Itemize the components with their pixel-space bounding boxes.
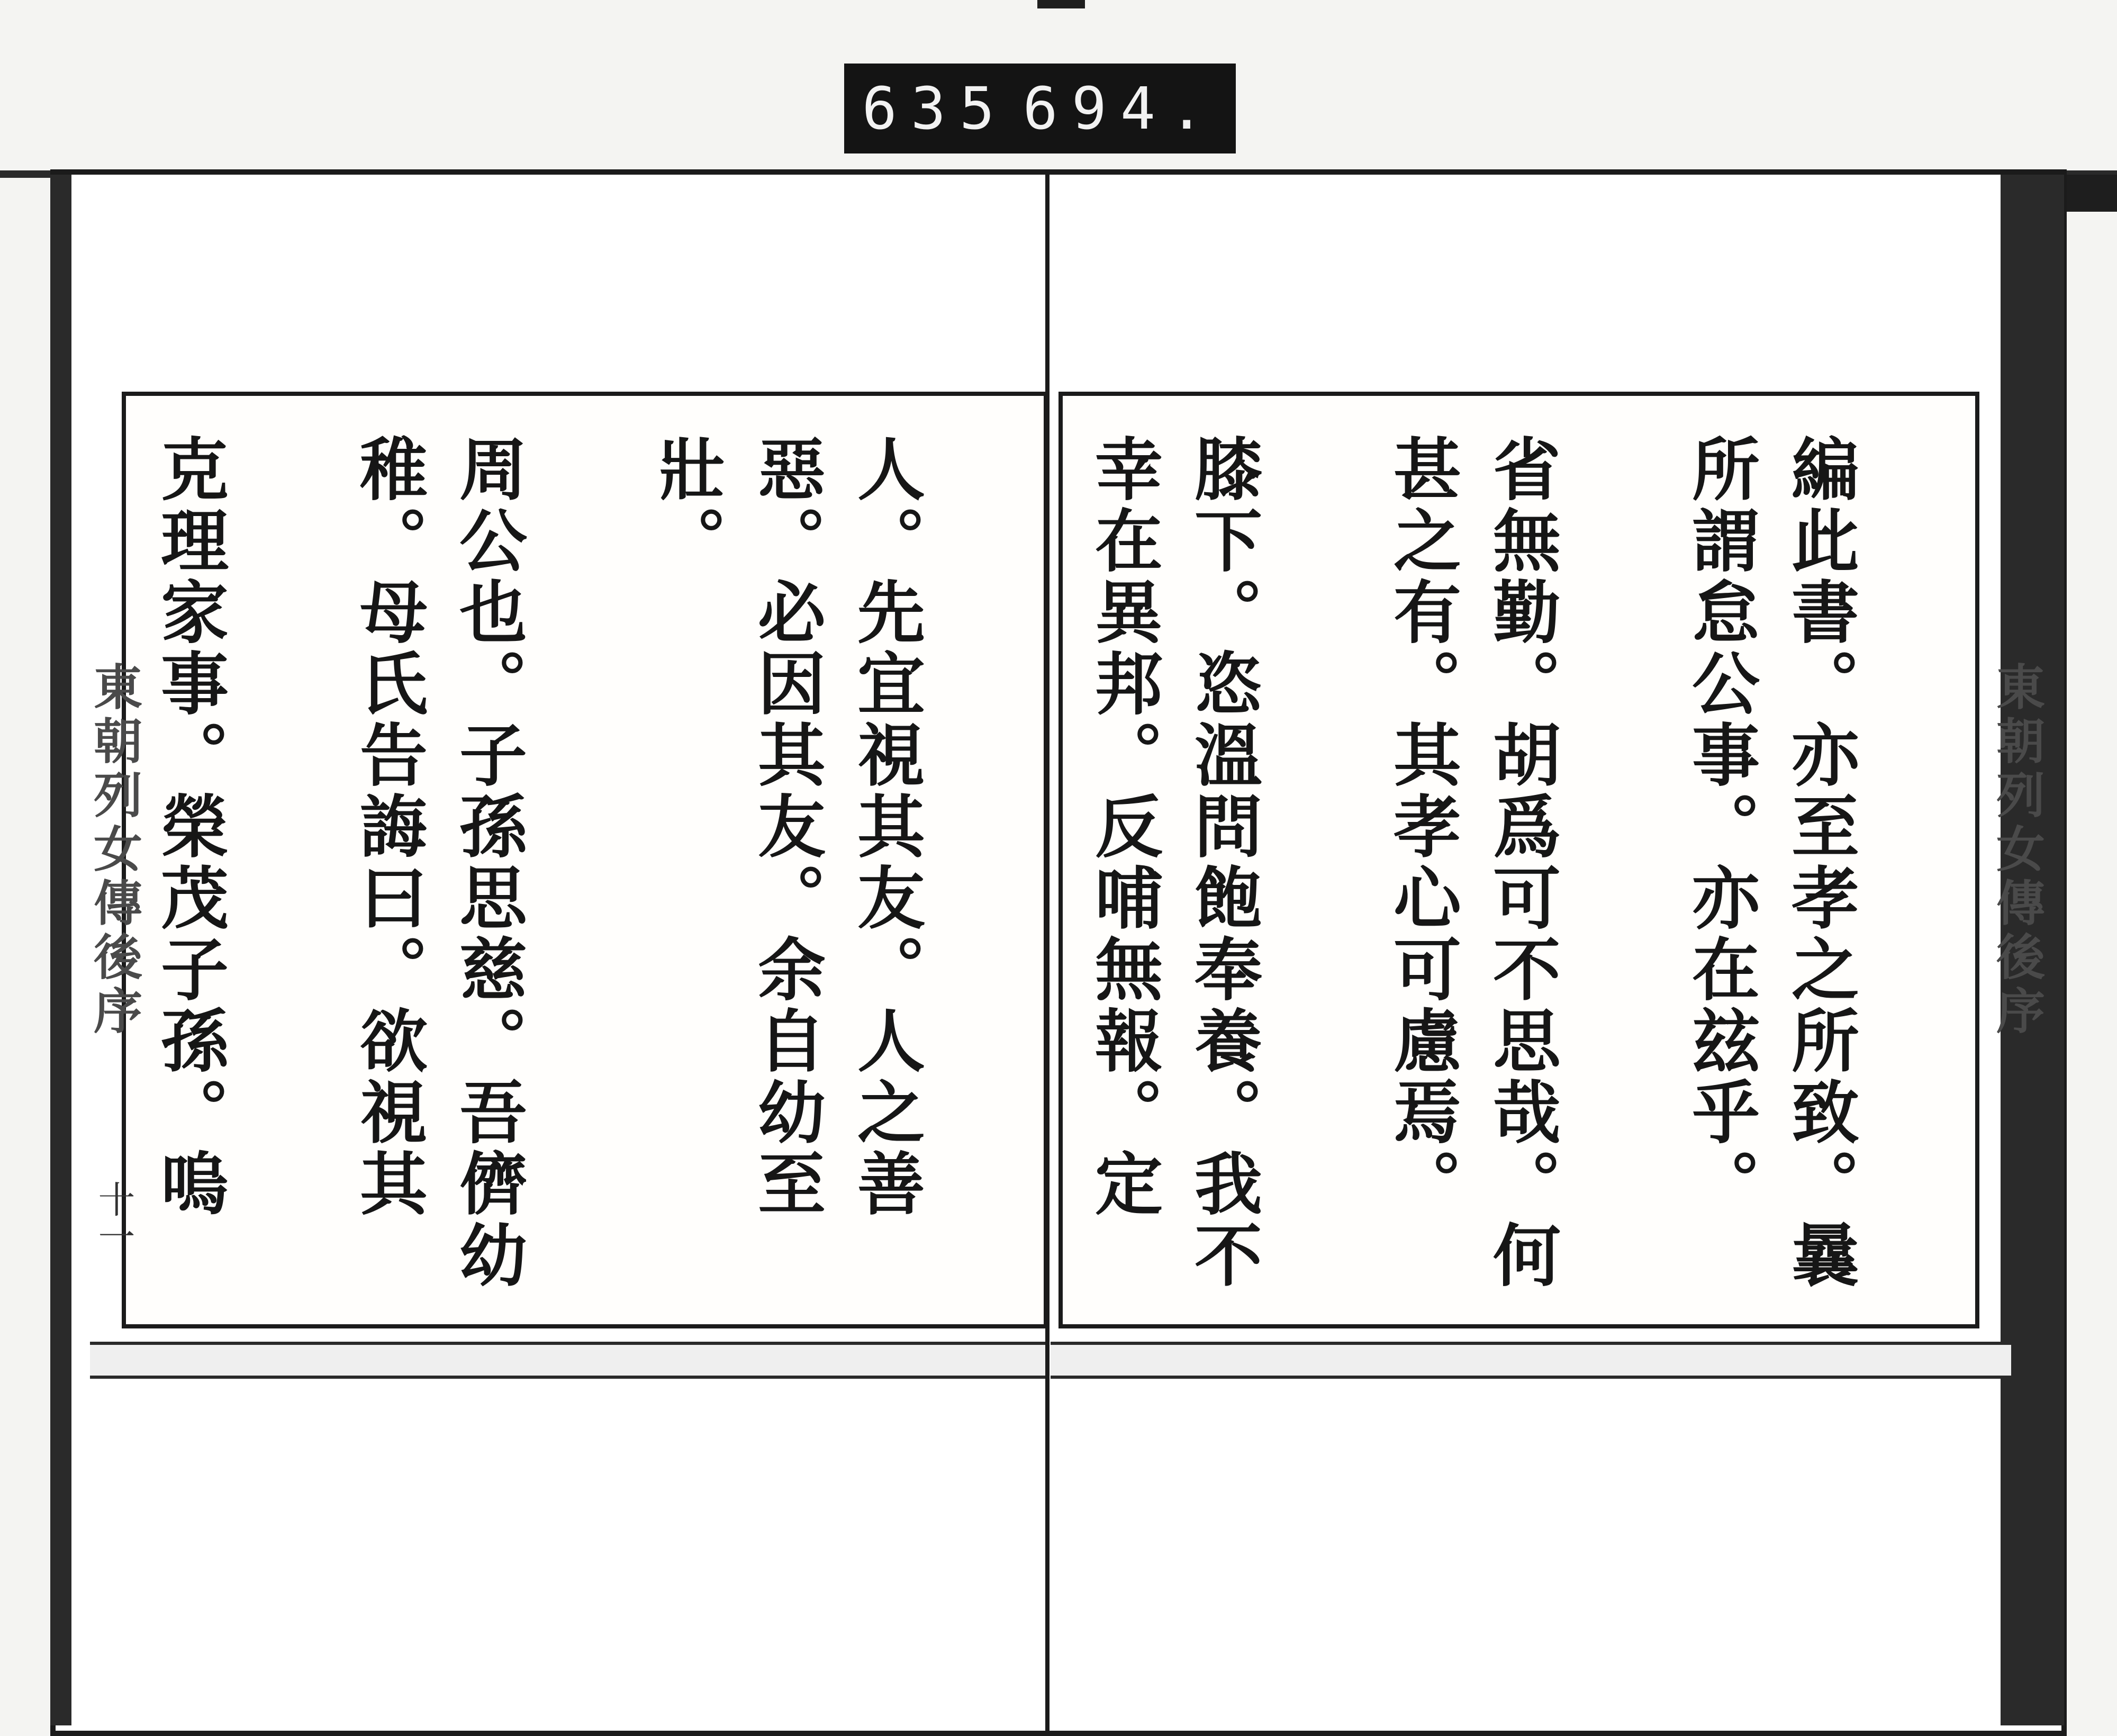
- left-column-8: 克理家事。榮茂子孫。嗚: [149, 434, 229, 1220]
- archive-label: [844, 64, 1236, 153]
- left-page-text: [146, 434, 1035, 1323]
- left-column-10: 人。先宜視其友。人之善惡。必因其友。余自幼至壯。: [647, 434, 925, 1220]
- left-page-bottom-band: [90, 1342, 1045, 1379]
- archive-number-right: 694.: [1023, 75, 1218, 142]
- left-column-9: 周公也。子孫思慈。吾儕幼稚。母氏告誨曰。欲視其: [348, 434, 527, 1291]
- right-column-8: 膝下。恣溫問飽奉養。我不幸在異邦。反哺無報。定: [1083, 434, 1262, 1291]
- right-page-bottom-band: [1051, 1342, 2011, 1379]
- right-page-text: [1080, 434, 1969, 1323]
- left-page-folio: 十一: [92, 1180, 135, 1254]
- right-column-10: 編此書。亦至孝之所致。曩所謂怠公事。亦在玆乎。: [1680, 434, 1859, 1291]
- right-column-9: 省無勤。胡爲可不思哉。何甚之有。其孝心可慮焉。: [1382, 434, 1561, 1291]
- right-page-side-title: 東朝列女傳後序: [1988, 662, 2046, 1039]
- left-page-side-title: 東朝列女傳後序: [86, 662, 143, 1039]
- archive-number-left: 635: [862, 75, 1009, 142]
- scan-mark-top: [1037, 0, 1085, 8]
- page-edge-left: [50, 175, 71, 1725]
